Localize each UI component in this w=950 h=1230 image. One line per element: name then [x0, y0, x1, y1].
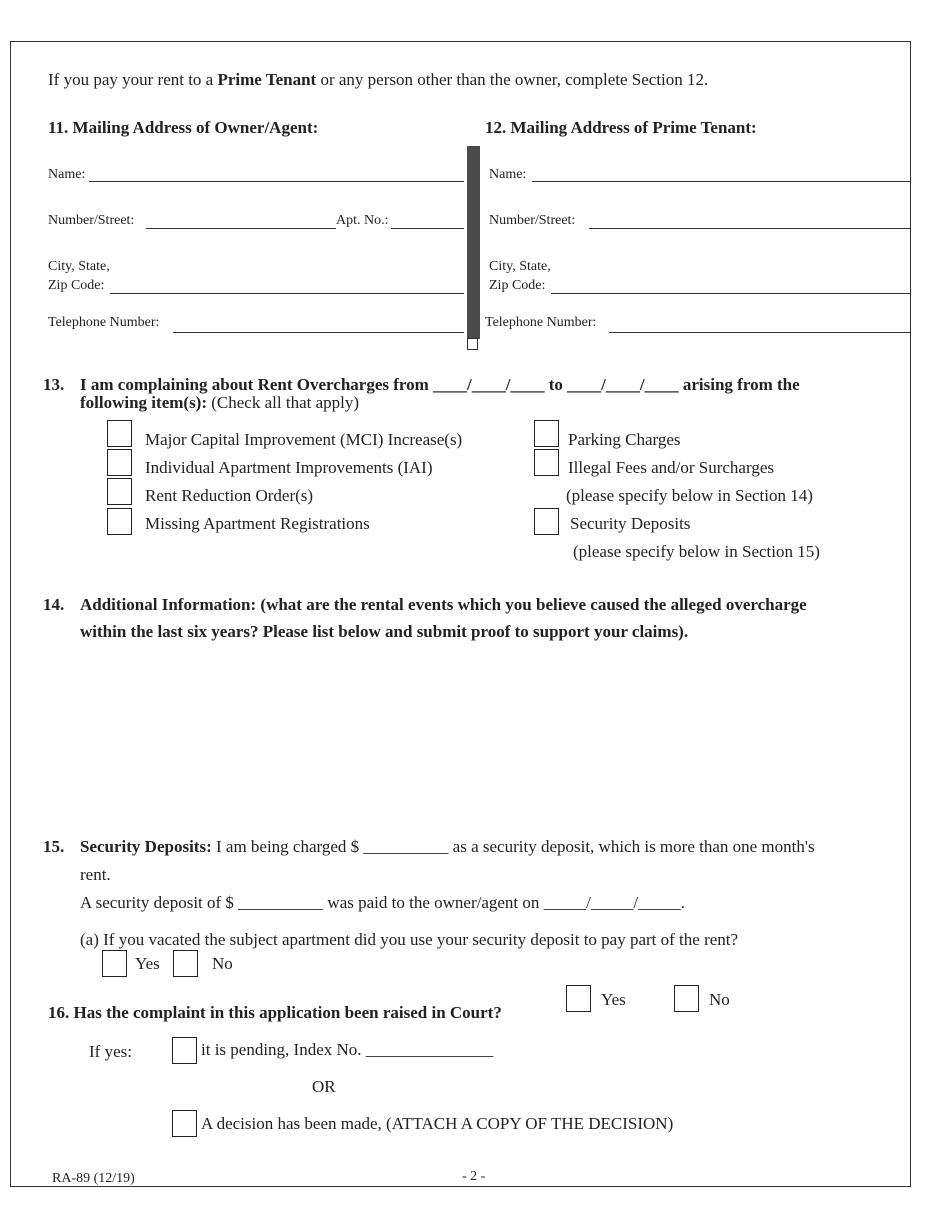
owner-phone-label: Telephone Number:: [48, 315, 160, 330]
court-yes-label: Yes: [601, 990, 626, 1009]
missing-registrations-checkbox[interactable]: [107, 508, 132, 535]
tenant-phone-label: Telephone Number:: [485, 315, 597, 330]
tenant-street-label: Number/Street:: [489, 213, 576, 228]
tenant-name-field[interactable]: [532, 181, 910, 182]
iai-label: Individual Apartment Improvements (IAI): [145, 458, 433, 477]
court-no-label: No: [709, 990, 730, 1009]
mci-checkbox[interactable]: [107, 420, 132, 447]
security-deposits-checkbox[interactable]: [534, 508, 559, 535]
missing-registrations-label: Missing Apartment Registrations: [145, 514, 370, 533]
decision-label: A decision has been made, (ATTACH A COPY OF THE DECISION): [201, 1114, 674, 1133]
illegal-fees-label: Illegal Fees and/or Surcharges: [568, 458, 774, 477]
or-label: OR: [312, 1077, 336, 1096]
illegal-fees-note: (please specify below in Section 14): [566, 486, 813, 505]
additional-info-area[interactable]: [80, 650, 890, 830]
decision-checkbox[interactable]: [172, 1110, 197, 1137]
illegal-fees-checkbox[interactable]: [534, 449, 559, 476]
parking-label: Parking Charges: [568, 430, 681, 449]
section-15-number: 15.: [43, 837, 65, 856]
vacated-no-label: No: [212, 954, 233, 973]
rent-reduction-label: Rent Reduction Order(s): [145, 486, 314, 505]
section-15-question-a: (a) If you vacated the subject apartment did you use your security deposit to pay part of the rent?: [80, 930, 739, 949]
tenant-phone-field[interactable]: [609, 332, 910, 333]
section-15-line2: A security deposit of $ __________ was paid to the owner/agent on _____/_____/_____.: [80, 893, 685, 912]
section-11-title: 11. Mailing Address of Owner/Agent:: [48, 118, 319, 137]
court-no-checkbox[interactable]: [674, 985, 699, 1012]
owner-name-label: Name:: [48, 167, 86, 182]
tenant-city-zip-field[interactable]: [551, 293, 910, 294]
tenant-name-label: Name:: [489, 167, 527, 182]
owner-apt-label: Apt. No.:: [336, 213, 389, 228]
column-divider: [467, 146, 480, 339]
column-divider-end: [467, 338, 478, 350]
tenant-city-label: City, State,: [489, 259, 551, 274]
section-16-question: 16. Has the complaint in this application been raised in Court?: [48, 1003, 502, 1022]
section-15-line1-cont: rent.: [80, 865, 111, 884]
vacated-yes-label: Yes: [135, 954, 160, 973]
section-15-line1: Security Deposits: I am being charged $ __________ as a security deposit, which is more than one month's: [80, 837, 815, 856]
owner-city-label: City, State,: [48, 259, 110, 274]
court-yes-checkbox[interactable]: [566, 985, 591, 1012]
section-13-line1: I am complaining about Rent Overcharges from ____/____/____ to ____/____/____ arising from the: [80, 375, 800, 394]
security-deposits-note: (please specify below in Section 15): [573, 542, 820, 561]
section-14-number: 14.: [43, 595, 65, 614]
form-id: RA-89 (12/19): [52, 1171, 135, 1186]
intro-text: If you pay your rent to a Prime Tenant or any person other than the owner, complete Section 12.: [48, 70, 709, 89]
vacated-no-checkbox[interactable]: [173, 950, 198, 977]
security-deposits-label: Security Deposits: [570, 514, 691, 533]
owner-street-label: Number/Street:: [48, 213, 135, 228]
owner-zip-label: Zip Code:: [48, 278, 105, 293]
section-13-number: 13.: [43, 375, 65, 394]
vacated-yes-checkbox[interactable]: [102, 950, 127, 977]
owner-city-zip-field[interactable]: [110, 293, 464, 294]
parking-checkbox[interactable]: [534, 420, 559, 447]
section-12-title: 12. Mailing Address of Prime Tenant:: [485, 118, 757, 137]
section-13-line2: following item(s): (Check all that apply): [80, 393, 360, 412]
pending-checkbox[interactable]: [172, 1037, 197, 1064]
if-yes-label: If yes:: [89, 1042, 132, 1061]
pending-label: it is pending, Index No. _______________: [201, 1040, 494, 1059]
tenant-zip-label: Zip Code:: [489, 278, 546, 293]
tenant-street-field[interactable]: [589, 228, 910, 229]
section-14-line2: within the last six years? Please list below and submit proof to support your claims).: [80, 622, 689, 641]
mci-label: Major Capital Improvement (MCI) Increase(s): [145, 430, 463, 449]
owner-phone-field[interactable]: [173, 332, 464, 333]
owner-street-field[interactable]: [146, 228, 464, 229]
page-number: - 2 -: [462, 1169, 486, 1184]
owner-name-field[interactable]: [89, 181, 464, 182]
section-14-line1: Additional Information: (what are the rental events which you believe caused the alleged overcharge: [80, 595, 807, 614]
rent-reduction-checkbox[interactable]: [107, 478, 132, 505]
iai-checkbox[interactable]: [107, 449, 132, 476]
